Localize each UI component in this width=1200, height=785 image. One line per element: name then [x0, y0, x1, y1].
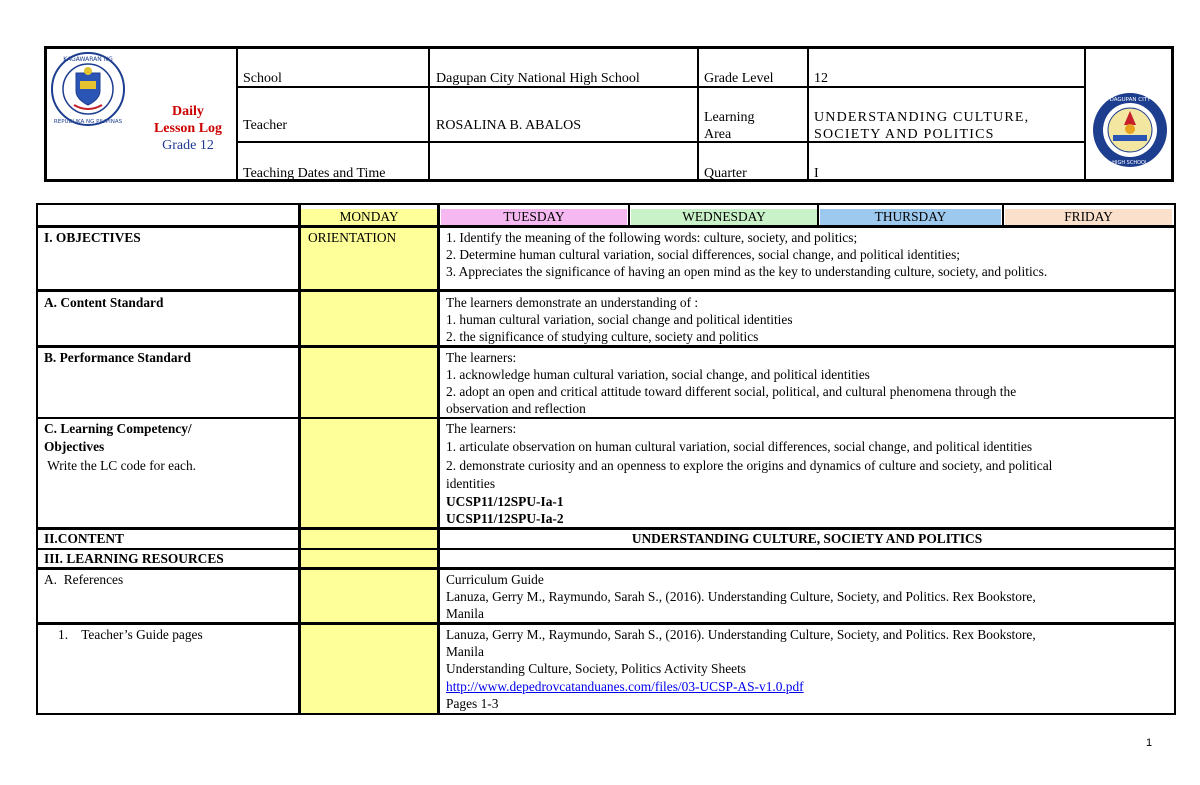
column-divider — [628, 205, 630, 225]
objectives-line: 3. Appreciates the significance of having an open mind as the key to understanding culture, society, and politics. — [446, 264, 1048, 279]
day-friday: FRIDAY — [1064, 209, 1113, 224]
content-value: UNDERSTANDING CULTURE, SOCIETY AND POLITICS — [631, 531, 983, 546]
orientation-label: ORIENTATION — [308, 230, 397, 245]
school-value: Dagupan City National High School — [436, 71, 640, 86]
learning-area-value: UNDERSTANDING CULTURE, — [814, 110, 1030, 125]
teachers-guide-line: Manila — [446, 644, 484, 659]
content-standard-line: The learners demonstrate an understanding of : — [446, 295, 699, 310]
references-line: Lanuza, Gerry M., Raymundo, Sarah S., (2016). Understanding Culture, Society, and Politics. Rex Bookstore, — [446, 589, 1036, 604]
competency-line: 1. articulate observation on human cultural variation, social differences, social change, and political identities — [446, 439, 1033, 454]
row-divider — [38, 417, 1174, 419]
header-divider — [428, 49, 430, 179]
svg-text:HIGH SCHOOL: HIGH SCHOOL — [1112, 160, 1148, 166]
teacher-value: ROSALINA B. ABALOS — [436, 118, 582, 133]
grade-level-value: 12 — [814, 71, 828, 86]
svg-text:DAGUPAN CITY: DAGUPAN CITY — [1109, 97, 1151, 103]
references-label: A. References — [44, 572, 124, 587]
grade-label: Grade 12 — [162, 138, 214, 153]
competency-label-2: Objectives — [44, 439, 105, 454]
header-divider — [807, 49, 809, 179]
quarter-value: I — [814, 166, 819, 181]
activity-sheets-link-wrap — [446, 678, 804, 695]
competency-label: C. Learning Competency/ — [44, 421, 192, 436]
performance-standard-line: The learners: — [446, 350, 517, 365]
monday-column-fill — [301, 228, 437, 713]
day-tuesday: TUESDAY — [503, 209, 565, 224]
school-seal-logo — [1091, 91, 1169, 169]
activity-sheets-link[interactable]: http://www.depedrovcatanduanes.com/files/03-UCSP-AS-v1.0.pdf — [446, 679, 804, 694]
lesson-log-title-daily: Daily — [172, 104, 204, 119]
content-standard-line: 2. the significance of studying culture, society and politics — [446, 329, 759, 344]
page-number: 1 — [1146, 737, 1153, 749]
teacher-label: Teacher — [243, 118, 288, 133]
content-standard-label: A. Content Standard — [44, 295, 164, 310]
lc-code: UCSP11/12SPU-Ia-2 — [446, 511, 564, 526]
day-thursday: THURSDAY — [874, 209, 947, 224]
content-standard-line: 1. human cultural variation, social change and political identities — [446, 312, 793, 327]
teachers-guide-line: Understanding Culture, Society, Politics Activity Sheets — [446, 661, 747, 676]
content-label: II.CONTENT — [44, 531, 124, 546]
competency-line: The learners: — [446, 421, 517, 436]
school-label: School — [243, 71, 282, 86]
row-divider — [38, 225, 1174, 228]
column-divider — [1002, 205, 1004, 225]
references-line: Curriculum Guide — [446, 572, 544, 587]
competency-instruction: Write the LC code for each. — [44, 458, 197, 473]
lc-code: UCSP11/12SPU-Ia-1 — [446, 494, 564, 509]
teachers-guide-pages: Pages 1-3 — [446, 696, 499, 711]
column-divider — [298, 205, 301, 713]
competency-line: identities — [446, 476, 496, 491]
grade-level-label: Grade Level — [704, 71, 774, 86]
column-divider — [437, 205, 440, 713]
teaching-dates-label: Teaching Dates and Time — [243, 166, 386, 181]
performance-standard-line: 2. adopt an open and critical attitude toward different social, political, and cultural phenomena through the — [446, 384, 1017, 399]
svg-text:REPUBLIKA NG PILIPINAS: REPUBLIKA NG PILIPINAS — [53, 119, 123, 125]
lesson-log-table — [36, 203, 1176, 715]
header-divider — [1084, 49, 1086, 179]
row-divider — [38, 289, 1174, 292]
lesson-log-title: Lesson Log — [153, 121, 223, 136]
competency-line: 2. demonstrate curiosity and an openness to explore the origins and dynamics of culture and society, and political — [446, 458, 1053, 473]
deped-seal-logo — [50, 51, 126, 127]
header-divider — [697, 49, 699, 179]
row-divider — [38, 622, 1174, 625]
references-line: Manila — [446, 606, 484, 621]
objectives-line: 2. Determine human cultural variation, social differences, social change, and political identities; — [446, 247, 960, 262]
quarter-label: Quarter — [704, 166, 747, 181]
learning-area-label-2: Area — [704, 127, 732, 142]
performance-standard-line: observation and reflection — [446, 401, 586, 416]
teachers-guide-line: Lanuza, Gerry M., Raymundo, Sarah S., (2016). Understanding Culture, Society, and Politics. Rex Bookstore, — [446, 627, 1036, 642]
header-divider — [236, 86, 1086, 88]
row-divider — [38, 567, 1174, 570]
header-divider — [236, 49, 238, 179]
day-wednesday: WEDNESDAY — [682, 209, 766, 224]
objectives-line: 1. Identify the meaning of the following words: culture, society, and politics; — [446, 230, 858, 245]
learning-resources-label: III. LEARNING RESOURCES — [44, 551, 224, 566]
column-divider — [817, 205, 819, 225]
svg-text:KAGAWARAN NG: KAGAWARAN NG — [63, 56, 113, 63]
objectives-label: I. OBJECTIVES — [44, 230, 141, 245]
teachers-guide-label: 1. Teacher’s Guide pages — [58, 627, 203, 642]
performance-standard-label: B. Performance Standard — [44, 350, 191, 365]
learning-area-label: Learning — [704, 110, 755, 125]
header-table — [44, 46, 1174, 182]
learning-area-value-2: SOCIETY AND POLITICS — [814, 127, 995, 142]
performance-standard-line: 1. acknowledge human cultural variation, social change, and political identities — [446, 367, 870, 382]
day-monday: MONDAY — [339, 209, 399, 224]
row-divider — [38, 345, 1174, 348]
